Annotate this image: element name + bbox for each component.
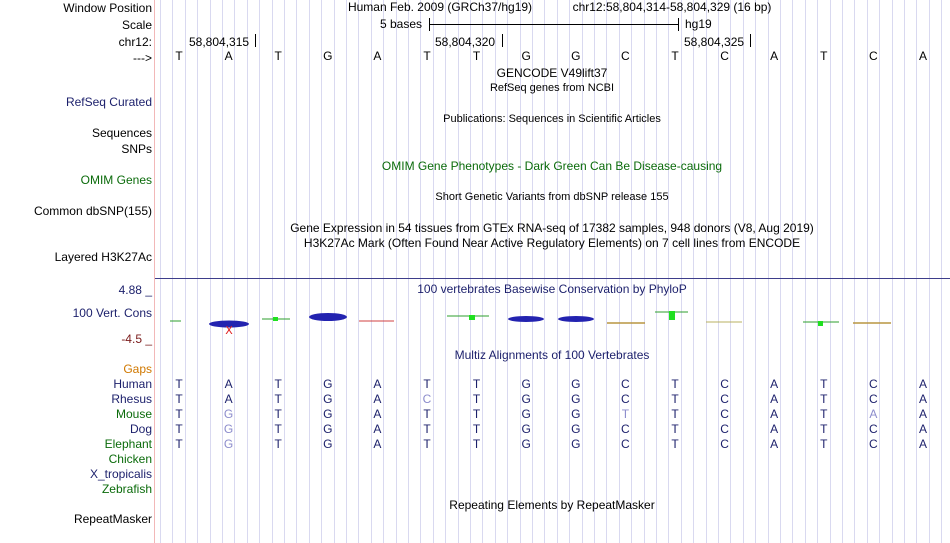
alignment-base: G [323,377,333,391]
cons-min-label: -4.5 _ [121,332,152,346]
base-gridline [210,0,211,543]
alignment-base: A [918,422,927,436]
alignment-base: A [918,437,927,451]
alignment-base: G [571,392,581,406]
alignment-base: T [472,377,481,391]
assembly-label [348,0,532,14]
alignment-base: T [423,437,431,451]
ruler-tick [750,34,751,47]
alignment-base: A [373,377,382,391]
alignment-base: T [671,392,679,406]
ruler-label: 58,804,325 [684,35,745,49]
alignment-base: T [274,407,282,421]
base-gridline [842,0,843,543]
base-gridline [234,0,235,543]
alignment-base: C [422,392,432,406]
cons-bar [273,317,278,321]
alignment-base: C [621,437,630,451]
alignment-base: C [720,392,729,406]
cons-logo-g [558,316,594,322]
scale-text: 5 bases [380,17,423,31]
scale-bar-left-tick [429,18,430,31]
alignment-base: T [274,377,282,391]
base-gridline [296,0,297,543]
alignment-base: A [373,392,382,406]
base-gridline [172,0,173,543]
reference-base: A [918,49,927,63]
reference-base: T [423,49,431,63]
base-gridline [879,0,880,543]
species-label-elephant[interactable]: Elephant [104,437,152,451]
base-gridline [854,0,855,543]
reference-base: G [323,49,333,63]
cons-logo-g [309,313,347,321]
reference-base: A [770,49,779,63]
alignment-base: G [223,407,234,421]
track-label-omim-genes[interactable]: OMIM Genes [80,173,152,187]
assembly-text: Human Feb. 2009 (GRCh37/hg19) [347,0,533,14]
scale-bar-right-tick [678,18,679,31]
alignment-base: A [770,437,779,451]
base-gridline [693,0,694,543]
base-gridline [334,0,335,543]
track-label-layered-h3k27ac[interactable]: Layered H3K27Ac [54,250,152,264]
base-gridline [346,0,347,543]
alignment-base: C [720,377,729,391]
reference-base: C [621,49,630,63]
base-gridline [222,0,223,543]
reference-base: T [175,49,183,63]
alignment-base: T [621,407,630,421]
phylop-track-title: 100 vertebrates Basewise Conservation by PhyloP [417,282,687,296]
alignment-base: T [820,422,828,436]
species-label-mouse[interactable]: Mouse [115,407,152,421]
alignment-base: G [571,422,581,436]
strand-label: ---> [133,51,152,65]
species-label-zebrafish[interactable]: Zebrafish [101,482,152,496]
base-gridline [805,0,806,543]
alignment-base: C [720,422,729,436]
alignment-base: T [423,377,431,391]
alignment-base: T [671,377,679,391]
base-gridline [768,0,769,543]
alignment-base: C [621,377,630,391]
alignment-base: T [274,392,282,406]
alignment-base: A [869,407,878,421]
alignment-base: A [770,392,779,406]
base-gridline [420,0,421,543]
reference-base: A [373,49,382,63]
cons-logo-g [508,316,544,322]
reference-base: G [521,49,531,63]
base-gridline [383,0,384,543]
window-position-label: Window Position [63,1,152,15]
gencode-track-title: GENCODE V49lift37 [496,66,608,80]
alignment-base: T [820,407,828,421]
alignment-base: T [274,422,282,436]
scale-label: Scale [121,18,152,32]
reference-base: C [869,49,878,63]
ruler-tick [502,34,503,47]
base-gridline [929,0,930,543]
base-gridline [358,0,359,543]
reference-base: T [671,49,679,63]
ruler-label: 58,804,320 [435,35,496,49]
alignment-base: T [423,407,431,421]
alignment-base: C [869,392,878,406]
publications-track-title: Publications: Sequences in Scientific Articles [443,113,661,125]
alignment-base: T [671,437,679,451]
cons-bar [669,311,675,320]
base-gridline [656,0,657,543]
alignment-base: T [423,422,431,436]
reference-base: G [571,49,581,63]
cons-logo-a: X [225,324,233,337]
track-label-snps[interactable]: SNPs [121,142,152,156]
base-gridline [830,0,831,543]
alignment-base: A [770,377,779,391]
alignment-base: G [521,392,531,406]
alignment-base: T [175,392,183,406]
base-gridline [867,0,868,543]
species-label-x-tropicalis[interactable]: X_tropicalis [89,467,152,481]
refseq-track-title: RefSeq genes from NCBI [489,82,615,94]
base-gridline [730,0,731,543]
reference-base: A [224,49,233,63]
h3k27ac-track-title: H3K27Ac Mark (Often Found Near Active Regulatory Elements) on 7 cell lines from ENCODE [303,236,801,250]
base-gridline [284,0,285,543]
alignment-base: T [820,392,828,406]
cons-bar [818,321,823,326]
chrom-label: chr12: [118,35,152,49]
alignment-base: G [323,437,333,451]
alignment-base: T [820,437,828,451]
reference-base: T [820,49,828,63]
track-separator [155,278,950,279]
base-gridline [482,0,483,543]
alignment-base: T [175,377,183,391]
alignment-base: C [869,422,878,436]
base-gridline [817,0,818,543]
base-gridline [160,0,161,543]
track-label-gaps[interactable]: Gaps [123,362,152,376]
alignment-base: G [323,407,333,421]
repeatmasker-track-title: Repeating Elements by RepeatMasker [449,498,655,512]
reference-base: T [274,49,282,63]
alignment-base: T [472,422,481,436]
alignment-base: T [472,407,481,421]
alignment-base: G [571,377,581,391]
base-gridline [941,0,942,543]
base-gridline [681,0,682,543]
base-gridline [185,0,186,543]
base-gridline [247,0,248,543]
db-label: hg19 [685,17,712,31]
species-label-rhesus[interactable]: Rhesus [111,392,152,406]
track-label-100-vert-cons[interactable]: 100 Vert. Cons [72,306,152,320]
base-gridline [433,0,434,543]
base-gridline [458,0,459,543]
base-gridline [792,0,793,543]
alignment-base: A [918,392,927,406]
alignment-base: G [223,437,234,451]
base-gridline [272,0,273,543]
alignment-base: G [323,422,333,436]
base-gridline [259,0,260,543]
base-gridline [644,0,645,543]
track-label-common-dbsnp[interactable]: Common dbSNP(155) [33,204,152,218]
base-gridline [780,0,781,543]
track-label-repeatmasker[interactable]: RepeatMasker [73,512,152,526]
alignment-base: A [373,437,382,451]
species-label-human[interactable]: Human [113,377,152,391]
alignment-base: T [472,437,481,451]
track-label-sequences[interactable]: Sequences [91,126,152,140]
reference-base: C [720,49,729,63]
base-gridline [309,0,310,543]
track-label-refseq-curated[interactable]: RefSeq Curated [65,95,152,109]
species-label-dog[interactable]: Dog [129,422,152,436]
alignment-base: T [472,392,481,406]
alignment-base: G [571,437,581,451]
cons-max-label: 4.88 _ [118,283,152,297]
alignment-base: C [720,407,729,421]
alignment-base: G [521,407,531,421]
alignment-base: G [223,422,234,436]
base-gridline [916,0,917,543]
alignment-base: A [918,407,927,421]
base-gridline [743,0,744,543]
base-gridline [755,0,756,543]
alignment-base: T [671,407,679,421]
base-gridline [718,0,719,543]
alignment-base: T [820,377,828,391]
phylop-conservation-plot [155,300,950,340]
alignment-base: A [224,392,233,406]
alignment-base: A [770,407,779,421]
alignment-base: A [373,422,382,436]
alignment-base: A [224,377,233,391]
base-gridline [445,0,446,543]
alignment-base: T [175,437,183,451]
base-gridline [904,0,905,543]
alignment-base: G [571,407,581,421]
alignment-base: A [918,377,927,391]
gtex-track-title: Gene Expression in 54 tissues from GTEx RNA-seq of 17382 samples, 948 donors (V8, Aug 2019) [290,221,814,235]
base-gridline [631,0,632,543]
alignment-base: C [621,422,630,436]
alignment-base: T [175,422,183,436]
base-gridline [668,0,669,543]
alignment-base: G [521,377,531,391]
cons-bar [469,315,475,320]
omim-track-title: OMIM Gene Phenotypes - Dark Green Can Be Disease-causing [381,159,723,173]
alignment-base: G [521,437,531,451]
alignment-base: T [175,407,183,421]
alignment-base: T [274,437,282,451]
base-gridline [371,0,372,543]
ruler-label: 58,804,315 [189,35,250,49]
alignment-base: C [621,392,630,406]
position-label: chr12:58,804,314-58,804,329 (16 bp) [572,0,772,14]
multiz-track-title: Multiz Alignments of 100 Vertebrates [454,348,650,362]
track-image[interactable] [155,0,950,543]
base-gridline [706,0,707,543]
base-gridline [470,0,471,543]
base-gridline [321,0,322,543]
base-gridline [396,0,397,543]
ruler-tick [255,34,256,47]
alignment-base: A [770,422,779,436]
alignment-base: G [521,422,531,436]
base-gridline [892,0,893,543]
base-gridline [619,0,620,543]
track-labels-panel [0,0,155,543]
alignment-base: T [671,422,679,436]
alignment-base: C [720,437,729,451]
alignment-base: C [869,437,878,451]
base-gridline [408,0,409,543]
dbsnp-track-title: Short Genetic Variants from dbSNP release 155 [435,191,669,203]
alignment-base: C [869,377,878,391]
scale-bar [429,24,678,25]
species-label-chicken[interactable]: Chicken [108,452,152,466]
alignment-base: G [323,392,333,406]
reference-base: T [472,49,481,63]
alignment-base: A [373,407,382,421]
base-gridline [197,0,198,543]
